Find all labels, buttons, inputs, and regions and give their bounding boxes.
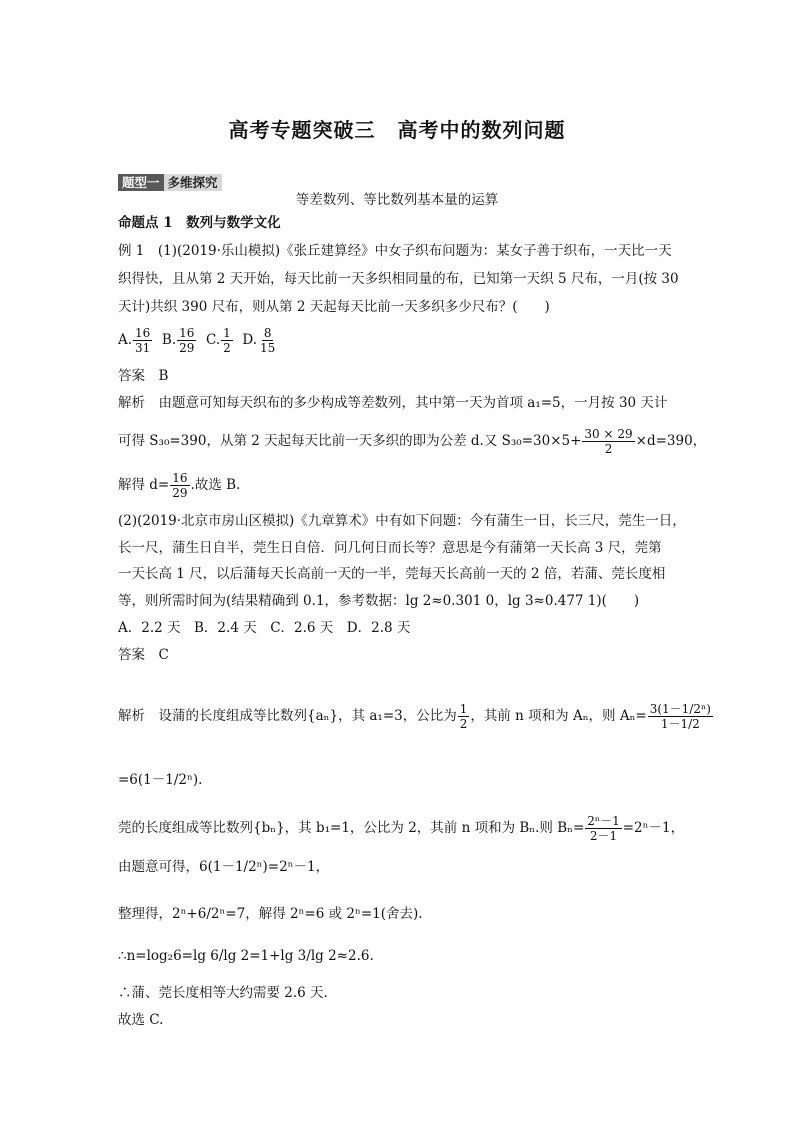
section-heading: 等差数列、等比数列基本量的运算 <box>295 192 499 208</box>
ex2-analysis-6: ∴n=log₂6=lg 6/lg 2=1+lg 3/lg 2≈2.6. <box>118 948 374 964</box>
title-right: 高考中的数列问题 <box>397 118 566 142</box>
ex2-line3: 一天长高 1 尺，以后蒲每天长高前一天的一半，莞每天长高前一天的 2 倍，若蒲、莞长度相 <box>118 566 666 582</box>
option-c-fraction: $\frac{1}{2}$ <box>223 326 231 355</box>
option-d-fraction: $\frac{8}{15}$ <box>260 326 276 355</box>
option-a-fraction: $\frac{16}{31}$ <box>135 326 151 355</box>
ex1-line1: 例 1 (1)(2019·乐山模拟)《张丘建算经》中女子织布问题为：某女子善于织布，一天比一天 <box>118 243 672 259</box>
ex2-line1: (2)(2019·北京市房山区模拟)《九章算术》中有如下问题：今有蒲生一日，长三尺，莞生一日， <box>118 513 686 529</box>
ex1-options: A. $\frac{16}{31}$ B. $\frac{16}{29}$ C. $\frac{1}{2}$ D. $\frac{8}{15}$ <box>118 326 276 355</box>
ex2-analysis-5: 整理得，2ⁿ+6/2ⁿ=7，解得 2ⁿ=6 或 2ⁿ=1(舍去). <box>118 906 423 922</box>
ex2-analysis-2: =6(1－1/2ⁿ). <box>118 772 203 788</box>
ex1-analysis-1: 解析 由题意可知每天织布的多少构成等差数列，其中第一天为首项 a₁=5，一月按 30 天计 <box>118 395 668 411</box>
ex1-analysis-2: 可得 S₃₀=390，从第 2 天起每天比前一天多织的即为公差 d.又 S₃₀=30×5+ $\frac{30 \times 29}{2}$ ×d=390， <box>118 427 707 456</box>
ex2-line4: 等，则所需时间为(结果精确到 0.1，参考数据：lg 2≈0.301 0，lg 3≈0.477 1)( ) <box>118 593 640 609</box>
sum-formula-fraction: $\frac{\text{3(1－1/2ⁿ)}}{1-1/2}$ <box>649 702 711 731</box>
tag-explore: 多维探究 <box>164 174 222 191</box>
ex2-analysis-3: 莞的长度组成等比数列{bₙ}，其 b₁=1，公比为 2，其前 n 项和为 Bₙ.则 Bₙ= $\frac{\text{2ⁿ－1}}{2-1}$ =2ⁿ－1， <box>118 814 685 843</box>
ex2-analysis-4: 由题意可得，6(1－1/2ⁿ)=2ⁿ－1， <box>118 859 330 875</box>
ex1-answer: 答案 B <box>118 368 169 384</box>
point-label: 命题点 1 数列与数学文化 <box>118 215 281 231</box>
page-title <box>0 114 794 143</box>
title-left: 高考专题突破三 <box>228 118 376 142</box>
tag-type: 题型一 <box>118 174 164 191</box>
ex1-analysis-3: 解得 d= $\frac{16}{29}$ .故选 B. <box>118 471 241 500</box>
ex1-line3: 天计)共织 390 尺布，则从第 2 天起每天比前一天多织多少尺布？( ) <box>118 299 550 315</box>
ex2-analysis-8: 故选 C. <box>118 1012 164 1028</box>
ex2-line2: 长一尺，蒲生日自半，莞生日自倍．问几何日而长等？意思是今有蒲第一天长高 3 尺，莞第 <box>118 540 662 556</box>
ex2-options: A．2.2 天 B．2.4 天 C．2.6 天 D．2.8 天 <box>118 620 411 636</box>
ex1-line2: 织得快，且从第 2 天开始，每天比前一天多织相同量的布，已知第一天织 5 尺布，一月(按 30 <box>118 271 679 287</box>
option-b-fraction: $\frac{16}{29}$ <box>179 326 195 355</box>
ex2-analysis-1: 解析 设蒲的长度组成等比数列{aₙ}，其 a₁=3，公比为 $\frac{1}{2}$ ，其前 n 项和为 Aₙ，则 Aₙ= $\frac{\text{3(1－1/2ⁿ)}}{1-1/2}$ <box>118 702 711 731</box>
ex2-answer: 答案 C <box>118 647 169 663</box>
ex2-analysis-7: ∴蒲、莞长度相等大约需要 2.6 天. <box>118 985 328 1001</box>
